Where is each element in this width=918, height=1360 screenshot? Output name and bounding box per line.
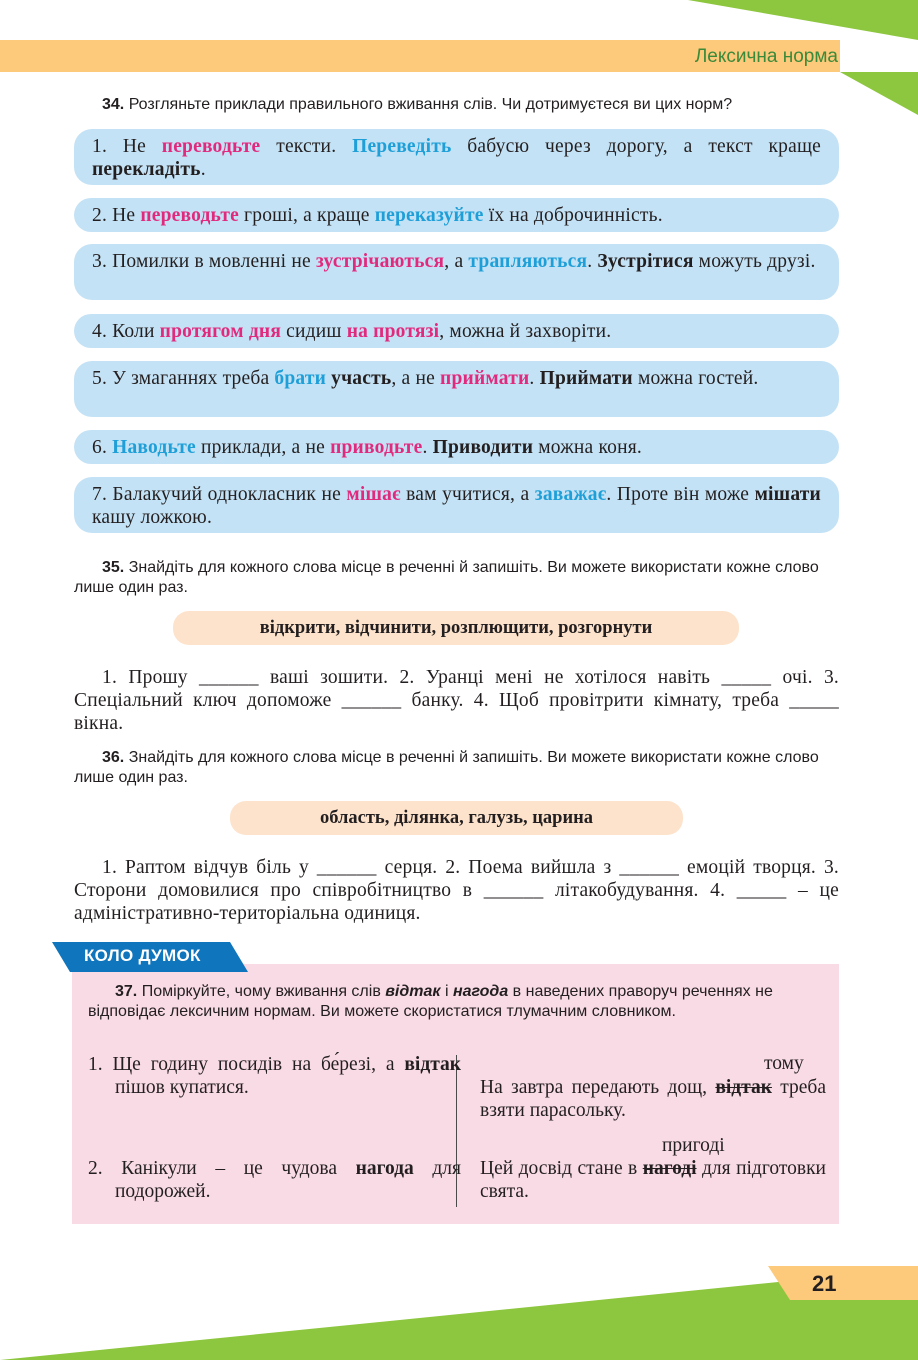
example-2: 2. Не переводьте гроші, а краще переказуйте їх на доброчинність. — [74, 198, 839, 232]
task-37-instruction: 37. Поміркуйте, чому вживання слів відтак і нагода в наведених праворуч реченнях не відповідає лексичним нормам. Ви можете скористатися тлумачним словником. — [88, 983, 773, 1020]
task-34-instruction — [102, 95, 842, 115]
left-sentence-1: 1. Ще годину посидів на бе́резі, а відтак пішов купатися. — [88, 1054, 461, 1098]
example-1: 1. Не переводьте тексти. Переведіть бабусю через дорогу, а текст краще перекладіть. — [74, 129, 839, 185]
example-7: 7. Балакучий однокласник не мішає вам учитися, а заважає. Проте він може мішати кашу ложкою. — [74, 477, 839, 533]
task-number: 34. — [102, 96, 125, 113]
task-35-instruction: 35. Знайдіть для кожного слова місце в реченні й запишіть. Ви можете використати кожне слово лише один раз. — [74, 559, 819, 596]
example-6: 6. Наводьте приклади, а не приводьте. Приводити можна коня. — [74, 430, 839, 464]
exercise-35: 1. Прошу ______ ваші зошити. 2. Уранці мені не хотілося навіть _____ очі. 3. Спеціальний ключ допоможе ______ банку. 4. Щоб провітрити кімнату, треба _____ вікна. — [74, 667, 839, 734]
word-bank-35: відкрити, відчинити, розплющити, розгорнути — [173, 611, 739, 645]
exercise-36: 1. Раптом відчув біль у ______ серця. 2. Поема вийшла з ______ емоцій творця. 3. Сторони домовилися про співробітництво в ______ літакобудування. 4. _____ – це адміністративно-територіальна одиниця. — [74, 857, 839, 924]
left-sentence-2: 2. Канікули – це чудова нагода для подорожей. — [88, 1158, 461, 1202]
correction-above-2: пригоді — [662, 1135, 725, 1156]
task-text: Розгляньте приклади правильного вживання слів. Чи дотримуєтеся ви цих норм? — [128, 96, 733, 113]
section-title: Лексична норма — [694, 46, 838, 67]
footer-decoration — [0, 1260, 918, 1360]
example-4: 4. Коли протягом дня сидиш на протязі, можна й захворіти. — [74, 314, 839, 348]
word-bank-36: область, ділянка, галузь, царина — [230, 801, 683, 835]
right-sentence-2: Цей досвід стане в нагоді для підготовки свята. — [480, 1158, 826, 1202]
task-36-instruction: 36. Знайдіть для кожного слова місце в реченні й запишіть. Ви можете використати кожне слово лише один раз. — [74, 749, 819, 786]
example-3: 3. Помилки в мовленні не зустрічаються, а трапляються. Зустрітися можуть друзі. — [74, 244, 839, 300]
page-number: 21 — [812, 1271, 837, 1296]
discussion-tab-label: КОЛО ДУМОК — [84, 946, 201, 965]
right-sentence-1: На завтра передають дощ, відтак треба взяти парасольку. — [480, 1077, 826, 1121]
example-5: 5. У змаганнях треба брати участь, а не приймати. Приймати можна гостей. — [74, 361, 839, 417]
correction-above-1: тому — [764, 1053, 804, 1074]
